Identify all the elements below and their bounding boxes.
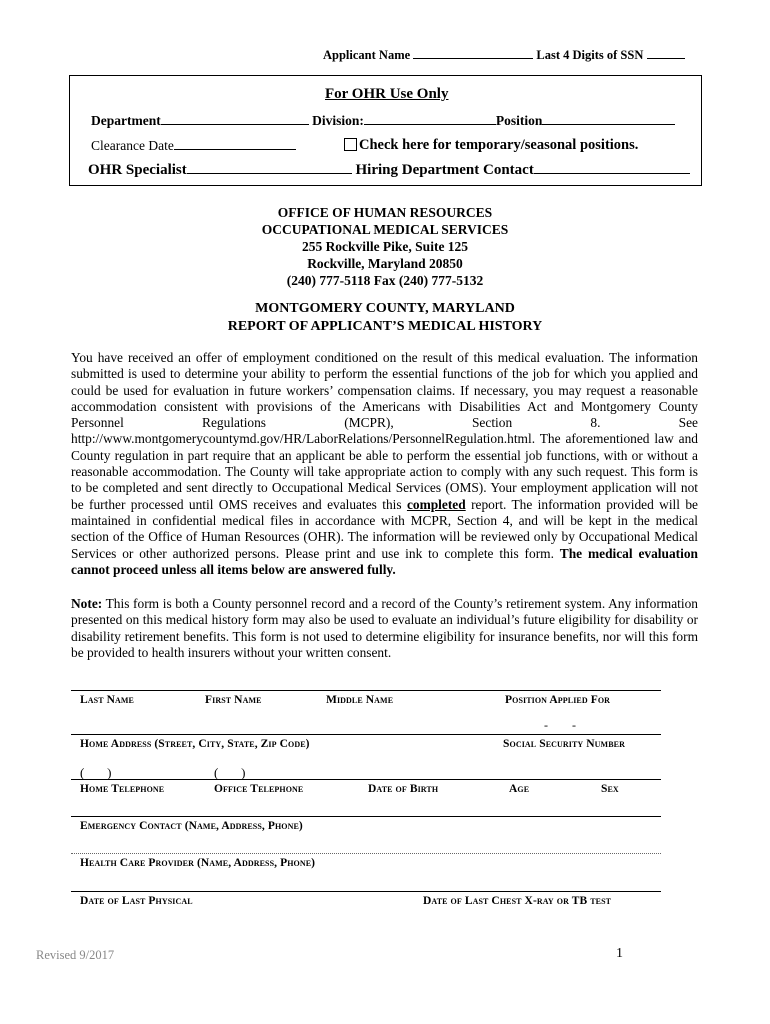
applicant-header (323, 47, 685, 63)
intro-text-b: report. The information provided will be maintained in confidential medical files in accordance with MCPR, Section 4, and will be kept in the medical section of the Office of Human Resources (OHR). The information will be reviewed only by Occupational Medical Services or other authorized persons. Please print and use ink to complete this form. (71, 496, 698, 561)
office-line-5: (240) 777-5118 Fax (240) 777-5132 (286, 273, 484, 288)
home-address-label: Home Address (Street, City, State, Zip Code) (80, 738, 310, 750)
form-title (0, 300, 770, 336)
note-text: This form is both a County personnel record and a record of the County’s retirement system. Any information presented on this medical history form may also be used to evaluate an individual’s future eligibility for disability or disability retirement benefits. This form is not used to determine eligibility for insurance benefits, nor will this form be provided to health insurers without your written consent. (71, 596, 698, 660)
office-line-1: OFFICE OF HUMAN RESOURCES (277, 205, 493, 220)
department-field[interactable] (161, 113, 309, 125)
date-of-birth-label: Date of Birth (368, 783, 439, 795)
rule-3 (71, 779, 661, 780)
ohr-specialist-label: OHR Specialist (88, 162, 187, 178)
ssn-last4-field[interactable] (647, 47, 685, 59)
office-line-4: Rockville, Maryland 20850 (307, 256, 463, 271)
age-label: Age (509, 783, 530, 795)
ssn-label: Last 4 Digits of SSN (536, 48, 644, 62)
position-field[interactable] (542, 113, 675, 125)
hiring-contact-label: Hiring Department Contact (355, 162, 534, 178)
temp-check-label: Check here for temporary/seasonal positions. (359, 137, 639, 153)
rule-4 (71, 816, 661, 817)
ohr-row-3 (88, 162, 690, 179)
clearance-date-label: Clearance Date (91, 138, 174, 153)
date-last-xray-label: Date of Last Chest X-ray or TB test (423, 895, 612, 907)
sex-label: Sex (601, 783, 619, 795)
applicant-name-field[interactable] (413, 47, 533, 59)
position-applied-label: Position Applied For (505, 694, 611, 706)
form-title-line-2: REPORT OF APPLICANT’S MEDICAL HISTORY (227, 319, 543, 334)
ohr-box-title: For OHR Use Only (325, 86, 449, 102)
intro-paragraph (71, 350, 698, 578)
emergency-contact-label: Emergency Contact (Name, Address, Phone) (80, 820, 303, 832)
division-field[interactable] (364, 113, 496, 125)
revised-date: Revised 9/2017 (36, 948, 115, 962)
temp-seasonal-checkbox[interactable] (344, 138, 357, 151)
hiring-contact-field[interactable] (534, 162, 690, 174)
date-last-physical-label: Date of Last Physical (80, 895, 193, 907)
note-paragraph (71, 596, 698, 661)
applicant-name-label: Applicant Name (323, 48, 411, 62)
health-care-provider-label: Health Care Provider (Name, Address, Phone) (80, 857, 316, 869)
office-line-2: OCCUPATIONAL MEDICAL SERVICES (261, 222, 509, 237)
last-name-label: Last Name (80, 694, 134, 706)
completed-word: completed (406, 496, 466, 512)
rule-2 (71, 734, 661, 735)
intro-bold-tail: The medical evaluation cannot proceed unless all items below are answered fully. (71, 545, 698, 577)
office-line-3: 255 Rockville Pike, Suite 125 (301, 239, 469, 254)
rule-5 (71, 853, 661, 854)
department-label: Department (91, 113, 161, 128)
ohr-row-1 (91, 113, 675, 129)
home-telephone-label: Home Telephone (80, 783, 165, 795)
note-label: Note: (71, 596, 103, 611)
position-label: Position (495, 113, 543, 128)
clearance-date-field[interactable] (174, 138, 296, 150)
intro-text-a: You have received an offer of employment conditioned on the result of this medical evaluation. The information submitted is used to determine your ability to perform the essential functions of the job for which you applied and could be used for evaluation in future workers’ compensation claims. If necessary, you may request a reasonable accommodation consistent with provisions of the Americans with Disabilities Act and Montgomery County Personnel Regulations (MCPR), Section 8. See http://www.montgomerycountymd.gov/HR/LaborRelations/PersonnelRegulation.html. The aforementioned law and County regulation in part require that an applicant be able to perform the essential job functions, with or without a reasonable accommodation. The County will take appropriate action to comply with any such request. This form is to be completed and sent directly to Occupational Medical Services (OMS). Your employment application will not be further processed until OMS receives and evaluates this (71, 350, 698, 512)
office-phone-paren: ( ) (214, 765, 246, 780)
temp-check-row (344, 137, 638, 154)
rule-6 (71, 891, 661, 892)
rule-1 (71, 690, 661, 691)
ssn-field-label: Social Security Number (503, 738, 625, 750)
ohr-specialist-field[interactable] (187, 162, 352, 174)
middle-name-label: Middle Name (326, 694, 394, 706)
home-phone-paren: ( ) (80, 765, 112, 780)
first-name-label: First Name (205, 694, 262, 706)
office-block (0, 204, 770, 289)
page-number: 1 (616, 946, 623, 961)
office-telephone-label: Office Telephone (214, 783, 304, 795)
division-label: Division: (312, 113, 364, 128)
ohr-row-2 (91, 138, 296, 154)
form-title-line-1: MONTGOMERY COUNTY, MARYLAND (255, 301, 515, 316)
ssn-dashes: - - (544, 718, 576, 732)
